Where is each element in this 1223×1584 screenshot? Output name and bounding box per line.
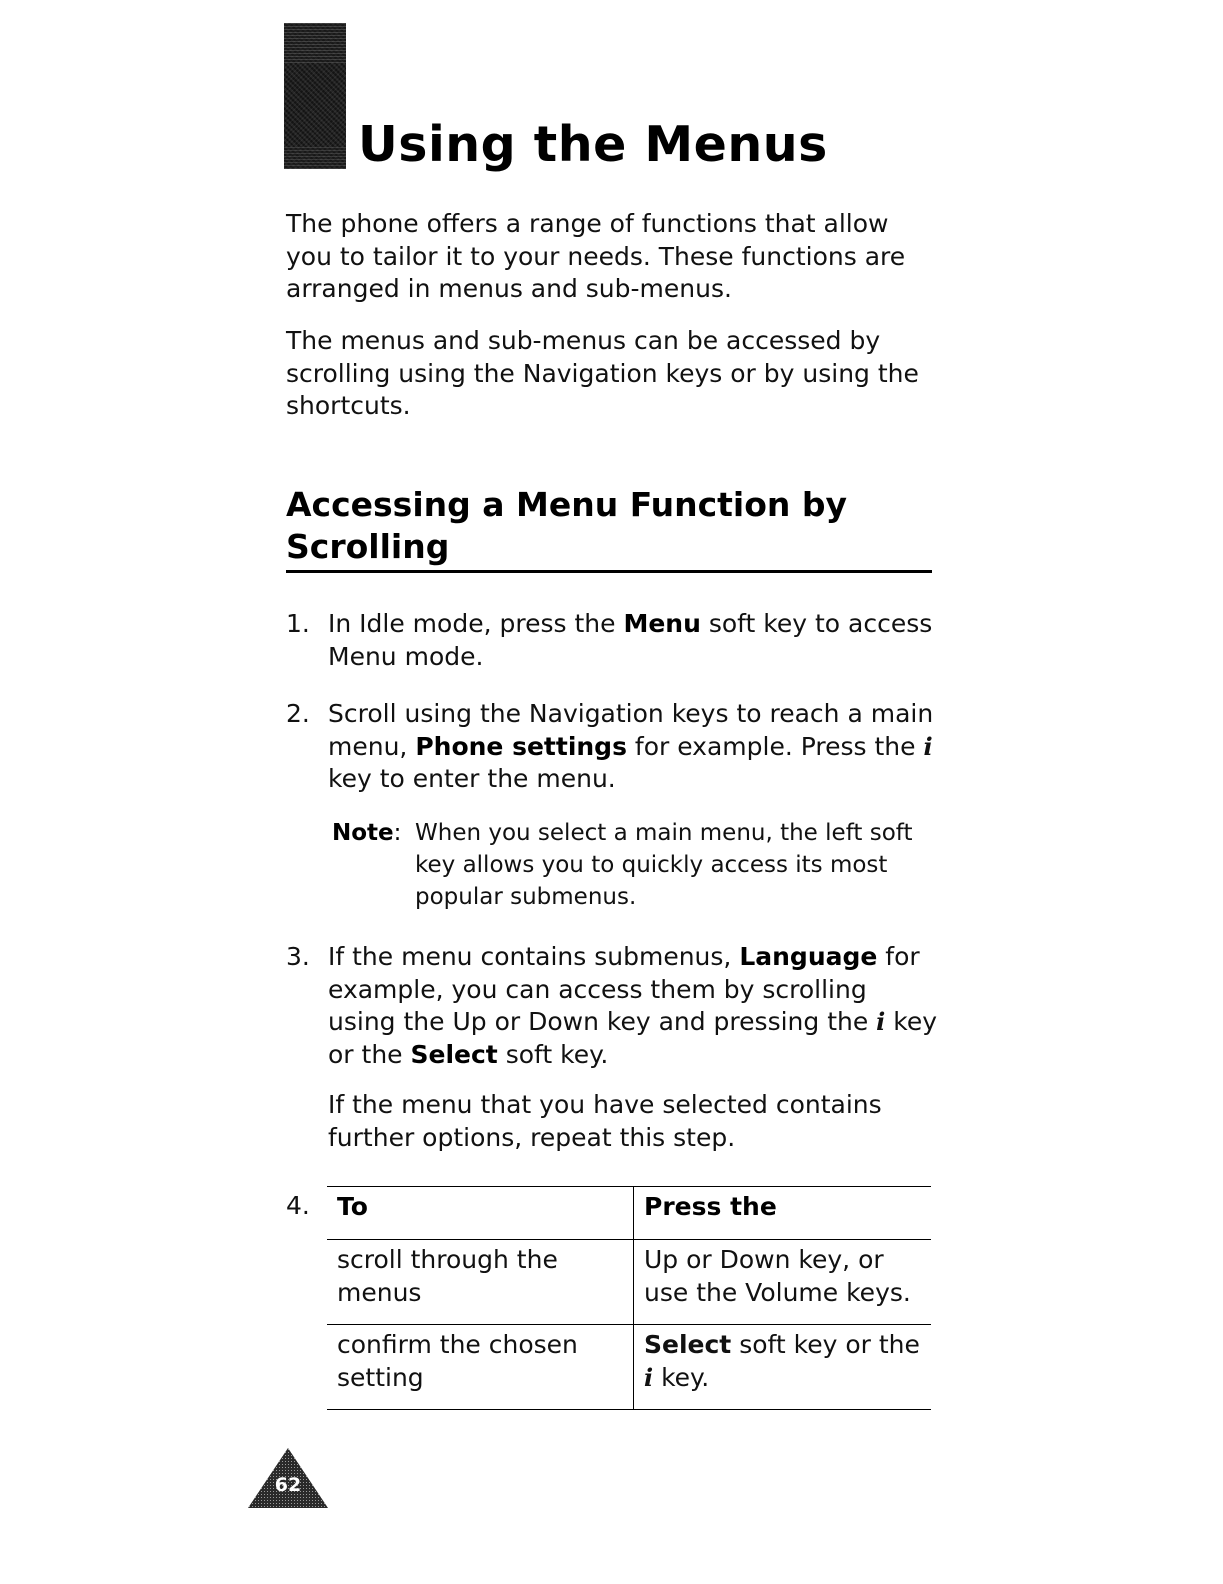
step-text-part: key to enter the menu. [328,764,616,793]
chapter-title: Using the Menus [358,116,828,173]
table-row [327,1325,931,1410]
chapter-tab-texture [284,23,346,63]
i-key-icon: i [923,731,933,761]
table-cell-action: confirm the chosen setting [327,1325,634,1410]
note-label-text: Note [332,820,394,846]
step-text-part: for example, you can access them by scrolling using the Up or Down key and pressing the [328,942,920,1036]
step-text-part: key or the [328,1007,938,1069]
page-number: 62 [274,1474,302,1496]
note-label [332,817,401,849]
chapter-tab-marker [284,23,346,169]
section-heading: Accessing a Menu Function by Scrolling [286,485,848,566]
menu-key-label: Menu [623,609,701,638]
step-text-part: Scroll using the Navigation keys to reach a main menu, [328,699,934,761]
language-label: Language [739,942,878,971]
step-number: 1. [286,609,310,638]
table-row [327,1240,931,1325]
step-text-part: soft key. [497,1039,609,1069]
table-header-to: To [327,1187,634,1240]
select-key-label: Select [644,1330,732,1359]
i-key-icon: i [644,1362,654,1392]
note-colon: : [393,820,402,846]
step-text-part: soft key to access Menu mode. [328,609,933,671]
table-cell-key: Up or Down key, or use the Volume keys. [634,1240,932,1325]
intro-paragraph-2: The menus and sub-menus can be accessed by scrolling using the Navigation keys or by using the shortcuts. [286,326,919,420]
phone-settings-label: Phone settings [415,731,627,761]
step-text-part: If the menu contains submenus, [328,942,740,971]
step-4-number: 4. [286,1191,310,1220]
step-text [328,608,938,673]
step-extra-text: If the menu that you have selected contains further options, repeat this step. [328,1090,882,1152]
table-header-press: Press the [634,1187,932,1240]
key-action-table [327,1186,931,1410]
select-key-label: Select [410,1039,498,1069]
table-cell-text: soft key or the [731,1330,920,1359]
page-number-badge [246,1446,330,1510]
step-text [328,698,938,796]
step-text-part: for example. Press the [626,731,924,761]
step-number: 2. [286,699,310,728]
step-number: 3. [286,942,310,971]
section-divider [286,570,932,573]
table-cell-action: scroll through the menus [327,1240,634,1325]
chapter-tab-texture-bottom [284,147,346,169]
table-cell-text: key. [653,1362,710,1392]
table-cell-key [634,1325,932,1410]
note-text: When you select a main menu, the left soft key allows you to quickly access its most popular submenus. [415,820,913,910]
intro-paragraph-1: The phone offers a range of functions that allow you to tailor it to your needs. These functions are arranged in menus and sub-menus. [286,209,906,303]
i-key-icon: i [876,1007,886,1036]
table-header-row [327,1187,931,1240]
step-text [328,941,938,1071]
step-text-part: In Idle mode, press the [328,609,624,638]
